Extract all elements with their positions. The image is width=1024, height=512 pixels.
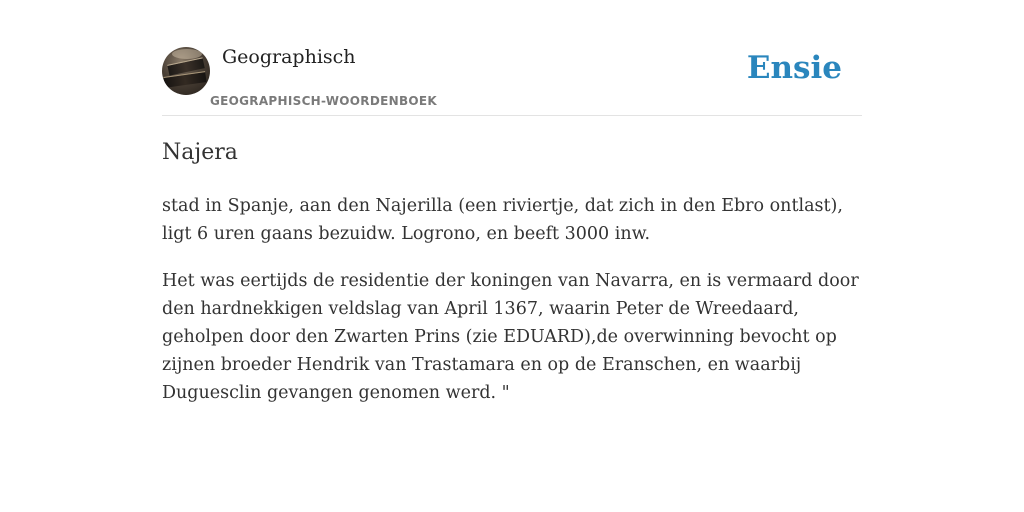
site-title[interactable]: Geographisch: [222, 46, 356, 68]
page-container: [162, 0, 862, 403]
avatar[interactable]: [162, 47, 210, 95]
brand-logo-link[interactable]: Ensie: [746, 50, 842, 86]
header: [162, 0, 862, 116]
entry-paragraph: stad in Spanje, aan den Najerilla (een riviertje, dat zich in den Ebro ontlast), ligt 6 uren gaans bezuidw. Logrono, en beeft 3000 inw.: [162, 196, 843, 244]
site-subtitle[interactable]: GEOGRAPHISCH-WOORDENBOEK: [210, 94, 437, 108]
entry-paragraph: Het was eertijds de residentie der koningen van Navarra, en is vermaard door den hardnekkigen veldslag van April 1367, waarin Peter de Wreedaard, geholpen door den Zwarten Prins (zie EDUARD),de overwinning bevocht op zijnen broeder Hendrik van Trastamara en op de Eranschen, en waarbij Duguesclin gevangen genomen werd. ": [162, 271, 859, 403]
entry-title: Najera: [162, 140, 238, 165]
